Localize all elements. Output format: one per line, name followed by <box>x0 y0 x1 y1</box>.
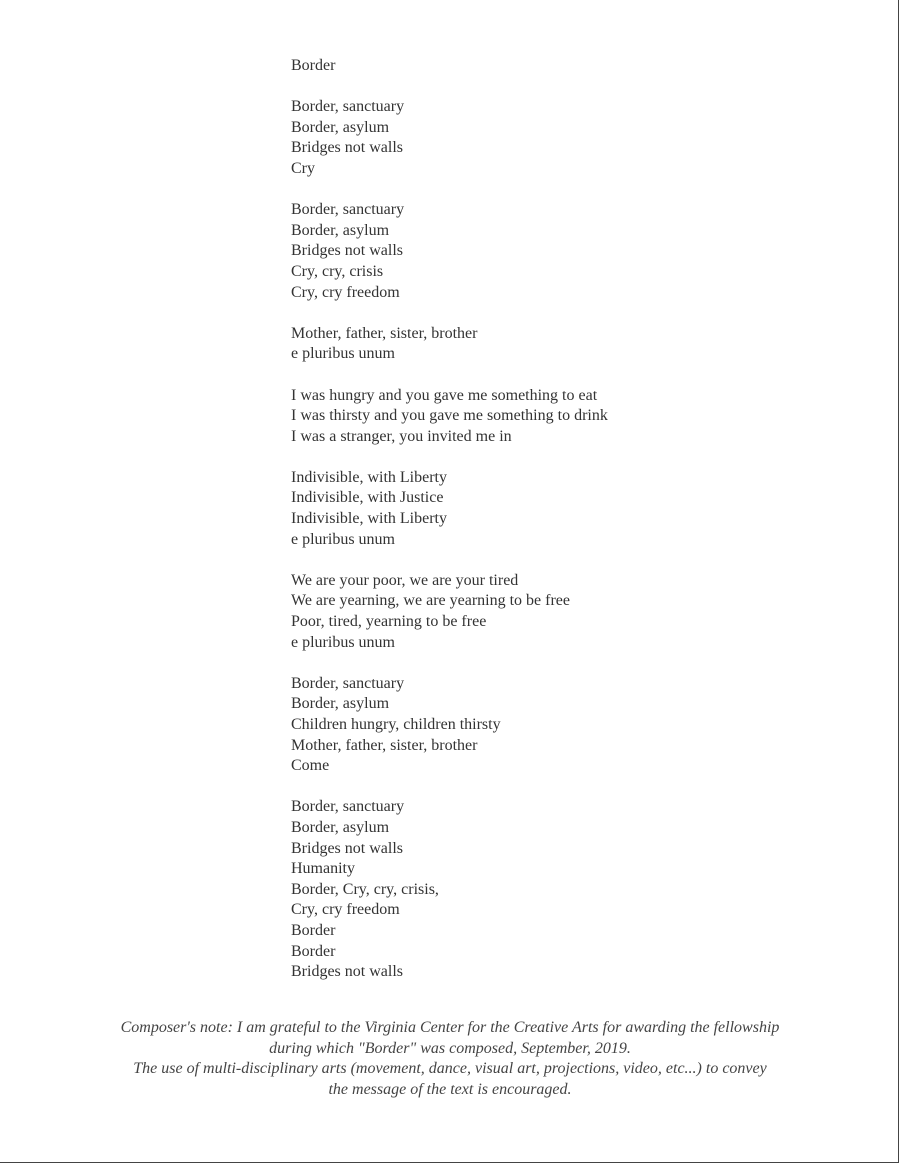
poem-line: Indivisible, with Justice <box>291 489 444 507</box>
poem-line: I was a stranger, you invited me in <box>291 427 512 445</box>
poem-line: Bridges not walls <box>291 839 403 857</box>
poem-line: We are your poor, we are your tired <box>291 571 519 589</box>
stanza-5 <box>291 468 608 550</box>
poem-line: Cry, cry, crisis <box>291 262 384 280</box>
poem-line: Bridges not walls <box>291 139 403 157</box>
poem-title-stanza <box>291 56 608 77</box>
poem-line: e pluribus unum <box>291 530 395 548</box>
poem-line: Border, asylum <box>291 695 390 713</box>
stanza-8 <box>291 797 608 982</box>
poem-line: Come <box>291 757 330 775</box>
stanza-7 <box>291 674 608 777</box>
poem-line: e pluribus unum <box>291 633 395 651</box>
poem-line: Bridges not walls <box>291 242 403 260</box>
poem-line: We are yearning, we are yearning to be free <box>291 592 570 610</box>
poem-line: Border, sanctuary <box>291 201 405 219</box>
poem-line: Border, asylum <box>291 118 390 136</box>
poem-line: Cry, cry freedom <box>291 901 400 919</box>
poem <box>291 56 608 983</box>
note-line: during which "Border" was composed, September, 2019. <box>269 1039 631 1057</box>
stanza-2 <box>291 200 608 303</box>
poem-line: e pluribus unum <box>291 345 395 363</box>
poem-line: Indivisible, with Liberty <box>291 510 447 528</box>
poem-line: Border <box>291 921 336 939</box>
poem-line: Border <box>291 942 336 960</box>
note-line: the message of the text is encouraged. <box>328 1080 572 1098</box>
poem-line: Mother, father, sister, brother <box>291 736 478 754</box>
poem-line: Indivisible, with Liberty <box>291 468 447 486</box>
poem-line: Humanity <box>291 860 355 878</box>
poem-line: Border, sanctuary <box>291 98 405 116</box>
note-line: Composer's note: I am grateful to the Virginia Center for the Creative Arts for awarding the fellowship <box>120 1019 780 1036</box>
note-line: The use of multi-disciplinary arts (movement, dance, visual art, projections, video, etc...) to convey <box>133 1060 767 1078</box>
poem-line: Border, sanctuary <box>291 798 405 816</box>
poem-line: Bridges not walls <box>291 963 403 981</box>
poem-line: Border, asylum <box>291 221 390 239</box>
stanza-1 <box>291 97 608 179</box>
poem-line: I was hungry and you gave me something to eat <box>291 386 598 404</box>
poem-title: Border <box>291 57 336 74</box>
stanza-6 <box>291 571 608 653</box>
poem-line: Cry <box>291 159 315 177</box>
poem-line: I was thirsty and you gave me something to drink <box>291 407 608 425</box>
poem-line: Border, asylum <box>291 818 390 836</box>
poem-line: Border, Cry, cry, crisis, <box>291 880 439 898</box>
stanza-4 <box>291 386 608 448</box>
poem-line: Cry, cry freedom <box>291 283 400 301</box>
poem-line: Mother, father, sister, brother <box>291 324 478 342</box>
stanza-3 <box>291 324 608 365</box>
poem-line: Border, sanctuary <box>291 674 405 692</box>
composers-note <box>40 1018 860 1100</box>
poem-line: Children hungry, children thirsty <box>291 716 501 733</box>
poem-line: Poor, tired, yearning to be free <box>291 613 487 631</box>
